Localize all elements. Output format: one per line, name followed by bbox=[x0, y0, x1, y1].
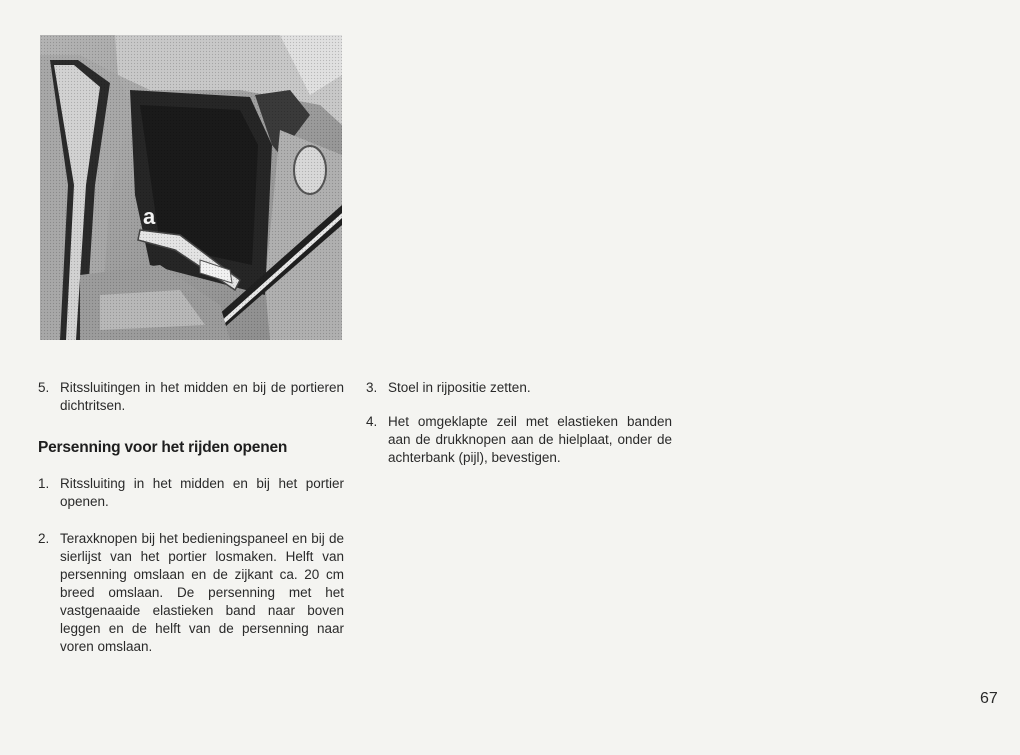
item-text: Stoel in rijpositie zetten. bbox=[388, 380, 531, 395]
spacer bbox=[366, 397, 672, 413]
item-text: Ritssluitingen in het midden en bij de portieren dichtritsen. bbox=[60, 380, 344, 413]
item-number: 2. bbox=[38, 531, 50, 546]
item-number: 5. bbox=[38, 380, 50, 395]
instruction-item-3 bbox=[366, 379, 672, 397]
instruction-item-1 bbox=[38, 475, 344, 511]
item-number: 4. bbox=[366, 414, 378, 429]
spacer bbox=[38, 511, 344, 530]
item-number: 3. bbox=[366, 380, 378, 395]
page-number: 67 bbox=[980, 690, 998, 707]
photo-illustration bbox=[40, 35, 342, 340]
right-column bbox=[366, 379, 672, 467]
left-column bbox=[38, 379, 344, 656]
item-text: Het omgeklapte zeil met elastieken banden aan de drukknopen aan de hielplaat, onder de achterbank (pijl), bevestigen. bbox=[388, 414, 672, 465]
item-text: Teraxknopen bij het bedieningspaneel en bij de sierlijst van het portier losmaken. Helft van persenning omslaan en de zijkant ca. 20 cm breed omslaan. De persenning met het vastgenaaide elastieken band naar boven leggen en de helft van de persenning naar voren omslaan. bbox=[60, 531, 344, 654]
item-text: Ritssluiting in het midden en bij het portier openen. bbox=[60, 476, 344, 509]
item-number: 1. bbox=[38, 476, 50, 491]
instruction-item-5 bbox=[38, 379, 344, 415]
photo-marker-a: a bbox=[143, 204, 156, 229]
instruction-item-2 bbox=[38, 530, 344, 656]
convertible-top-photo bbox=[40, 35, 342, 340]
section-heading: Persenning voor het rijden openen bbox=[38, 439, 288, 456]
instruction-item-4 bbox=[366, 413, 672, 467]
